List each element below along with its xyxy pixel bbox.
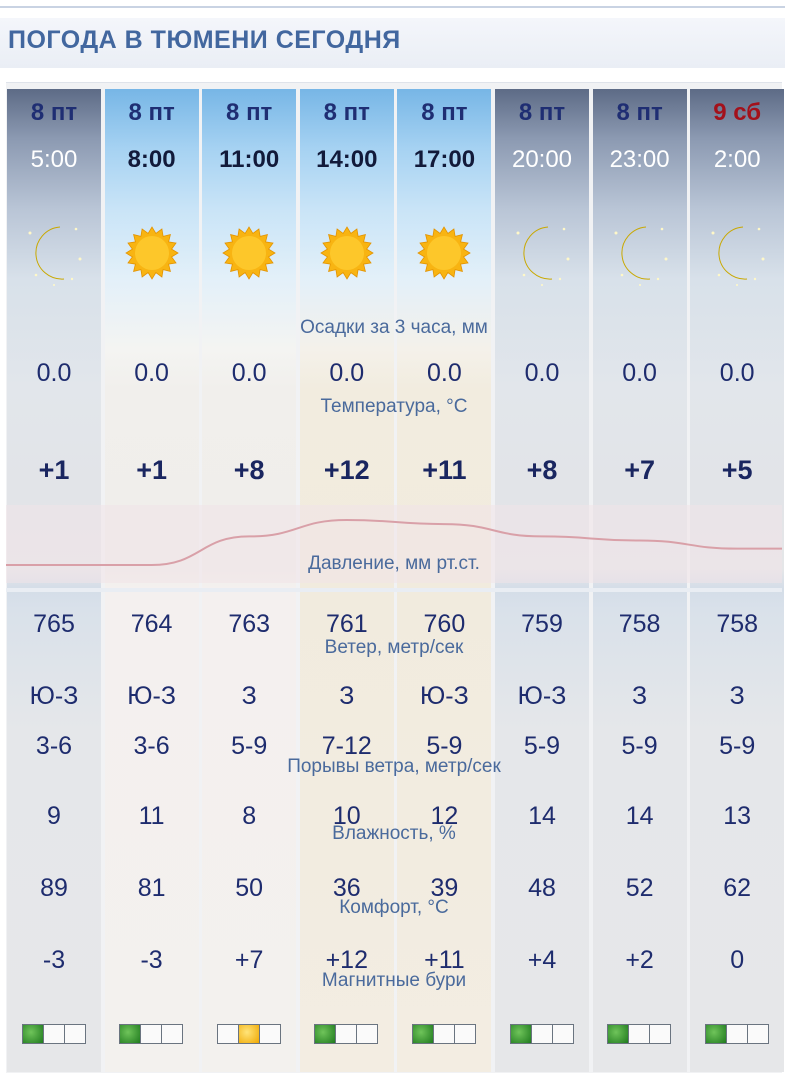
time-label: 20:00 xyxy=(511,146,573,173)
page-title: ПОГОДА В ТЮМЕНИ СЕГОДНЯ xyxy=(8,26,401,54)
magnetic-level-box xyxy=(649,1024,671,1044)
wind-gusts: 13 xyxy=(723,802,752,830)
magnetic-level-box xyxy=(356,1024,378,1044)
wind-direction: З xyxy=(632,682,648,710)
day-label: 8 пт xyxy=(30,99,78,126)
comfort-value: +11 xyxy=(424,946,465,974)
pressure-value: 758 xyxy=(618,610,661,638)
magnetic-level-box xyxy=(314,1024,336,1044)
wind-gusts: 9 xyxy=(47,802,61,830)
temperature-value: +8 xyxy=(233,455,265,485)
time-label: 11:00 xyxy=(219,146,280,173)
day-label: 9 сб xyxy=(713,99,762,126)
comfort-value: 0 xyxy=(730,946,745,974)
wind-speed: 5-9 xyxy=(719,732,756,760)
wind-gusts: 11 xyxy=(138,802,165,830)
magnetic-level-box xyxy=(433,1024,455,1044)
temperature-value: +1 xyxy=(136,455,167,485)
sun-icon xyxy=(397,219,491,289)
moon-icon xyxy=(495,219,589,289)
sun-icon xyxy=(202,219,296,289)
magnetic-storm-indicator xyxy=(105,1024,199,1049)
sun-icon xyxy=(105,219,199,289)
gusts-label: Порывы ветра, метр/сек xyxy=(287,756,501,777)
magnetic-level-box xyxy=(335,1024,357,1044)
magnetic-level-box xyxy=(22,1024,44,1044)
magnetic-level-box xyxy=(238,1024,260,1044)
humidity-value: 62 xyxy=(723,874,752,902)
magnetic-level-box xyxy=(64,1024,86,1044)
magnetic-level-box xyxy=(119,1024,141,1044)
magnetic-storm-indicator xyxy=(300,1024,394,1049)
precip-value: 0.0 xyxy=(231,359,267,387)
magnetic-level-box xyxy=(412,1024,434,1044)
magnetic-level-box xyxy=(531,1024,553,1044)
time-label: 2:00 xyxy=(713,146,761,173)
magnetic-storm-indicator xyxy=(202,1024,296,1049)
magnetic-level-box xyxy=(454,1024,476,1044)
humidity-value: 48 xyxy=(528,874,556,902)
wind-direction: З xyxy=(729,682,745,710)
precip-label: Осадки за 3 часа, мм xyxy=(300,317,488,338)
humidity-value: 36 xyxy=(332,874,361,902)
precip-value: 0.0 xyxy=(329,359,365,387)
day-label: 8 пт xyxy=(128,99,175,126)
magnetic-level-box xyxy=(510,1024,532,1044)
wind-speed: 5-9 xyxy=(426,732,463,760)
time-label: 17:00 xyxy=(413,146,476,173)
comfort-value: +7 xyxy=(234,946,264,974)
time-label: 5:00 xyxy=(30,146,78,173)
humidity-value: 50 xyxy=(235,874,264,902)
comfort-value: -3 xyxy=(140,946,163,974)
temperature-value: +1 xyxy=(38,455,70,485)
temperature-value: +8 xyxy=(526,455,558,485)
time-label: 23:00 xyxy=(609,146,670,173)
wind-speed: 5-9 xyxy=(231,732,268,760)
wind-speed: 7-12 xyxy=(321,732,372,760)
magnetic-storm-indicator xyxy=(690,1024,784,1049)
magnetic-storm-indicator xyxy=(397,1024,491,1049)
pressure-value: 761 xyxy=(325,610,368,638)
magnetic-storm-indicator xyxy=(495,1024,589,1049)
humidity-value: 81 xyxy=(137,874,166,902)
magnetic-storm-indicator xyxy=(593,1024,687,1049)
magnetic-level-box xyxy=(628,1024,650,1044)
wind-direction: Ю-З xyxy=(127,682,176,710)
temperature-value: +7 xyxy=(624,455,655,485)
comfort-label: Комфорт, °С xyxy=(339,897,449,918)
wind-gusts: 14 xyxy=(528,802,556,830)
wind-direction: З xyxy=(339,682,355,710)
humidity-label: Влажность, % xyxy=(332,823,456,844)
precip-value: 0.0 xyxy=(719,359,755,387)
comfort-value: +12 xyxy=(325,946,368,974)
moon-icon xyxy=(690,219,784,289)
wind-gusts: 14 xyxy=(625,802,654,830)
pressure-value: 758 xyxy=(716,610,759,638)
precip-value: 0.0 xyxy=(524,359,560,387)
wind-speed: 3-6 xyxy=(35,732,73,760)
magnetic-level-box xyxy=(705,1024,727,1044)
day-label: 8 пт xyxy=(226,99,273,126)
day-label: 8 пт xyxy=(616,99,663,126)
magnetic-level-box xyxy=(259,1024,281,1044)
precip-value: 0.0 xyxy=(622,359,657,387)
wind-gusts: 10 xyxy=(332,802,361,830)
comfort-value: +2 xyxy=(625,946,654,974)
pressure-value: 763 xyxy=(228,610,271,638)
time-label: 8:00 xyxy=(127,146,176,173)
comfort-value: -3 xyxy=(42,946,66,974)
wind-speed: 3-6 xyxy=(133,732,170,760)
wind-direction: Ю-З xyxy=(29,682,79,710)
precip-value: 0.0 xyxy=(134,359,169,387)
comfort-value: +4 xyxy=(527,946,557,974)
pressure-value: 764 xyxy=(130,610,173,638)
humidity-value: 89 xyxy=(40,874,68,902)
day-label: 8 пт xyxy=(421,99,468,126)
magnetic-level-box xyxy=(747,1024,769,1044)
wind-label: Ветер, метр/сек xyxy=(324,637,464,658)
pressure-value: 765 xyxy=(33,610,75,638)
wind-gusts: 12 xyxy=(430,802,459,830)
wind-speed: 5-9 xyxy=(621,732,658,760)
pressure-label: Давление, мм рт.ст. xyxy=(308,553,480,574)
magnetic-level-box xyxy=(161,1024,183,1044)
precip-value: 0.0 xyxy=(36,359,72,387)
precip-value: 0.0 xyxy=(427,359,462,387)
magnetic-level-box xyxy=(43,1024,65,1044)
temperature-value: +11 xyxy=(422,455,467,485)
pressure-value: 760 xyxy=(423,610,466,638)
magnetic-level-box xyxy=(217,1024,239,1044)
moon-icon xyxy=(593,219,687,289)
magnetic-level-box xyxy=(552,1024,574,1044)
humidity-value: 39 xyxy=(430,874,459,902)
wind-direction: Ю-З xyxy=(517,682,567,710)
top-divider xyxy=(0,6,785,8)
temperature-value: +12 xyxy=(323,455,370,485)
humidity-value: 52 xyxy=(625,874,654,902)
moon-icon xyxy=(7,219,101,289)
magnetic-label: Магнитные бури xyxy=(321,970,467,991)
magnetic-level-box xyxy=(140,1024,162,1044)
day-label: 8 пт xyxy=(518,99,566,126)
day-label: 8 пт xyxy=(323,99,370,126)
temperature-label: Температура, °С xyxy=(320,396,468,417)
pressure-band xyxy=(6,588,782,592)
magnetic-level-box xyxy=(726,1024,748,1044)
time-label: 14:00 xyxy=(316,146,378,173)
wind-gusts: 8 xyxy=(242,802,257,830)
wind-direction: З xyxy=(241,682,257,710)
wind-direction: Ю-З xyxy=(420,682,469,710)
pressure-value: 759 xyxy=(521,610,563,638)
magnetic-level-box xyxy=(607,1024,629,1044)
sun-icon xyxy=(300,219,394,289)
wind-speed: 5-9 xyxy=(523,732,561,760)
magnetic-storm-indicator xyxy=(7,1024,101,1049)
temperature-value: +5 xyxy=(721,455,753,485)
